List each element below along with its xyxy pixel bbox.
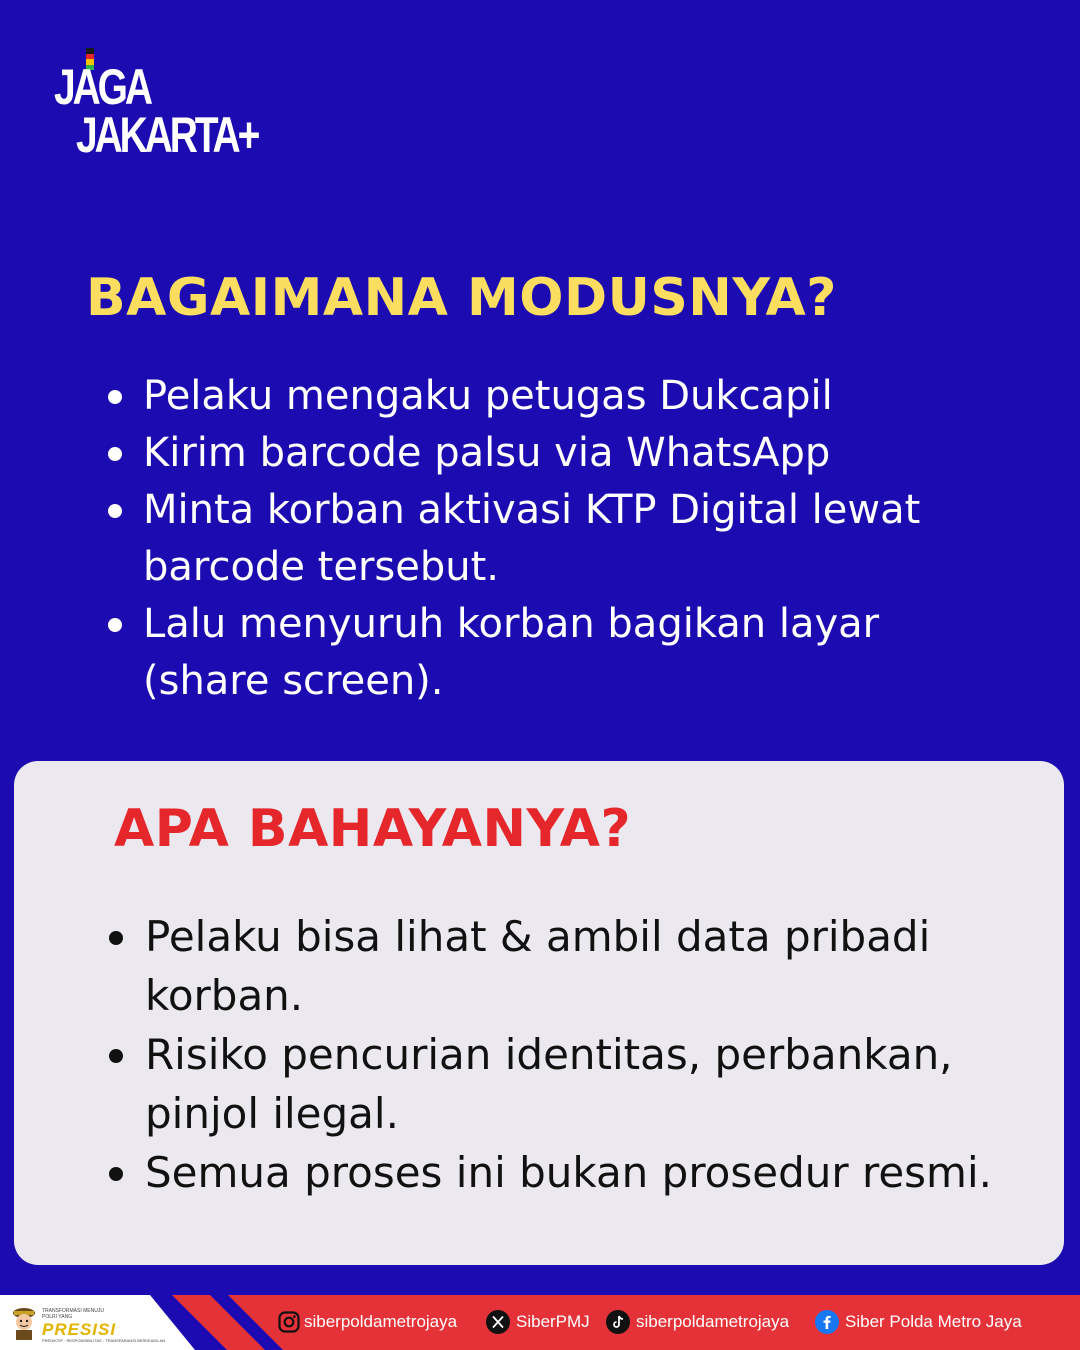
footer	[0, 1295, 1080, 1350]
instagram-handle: siberpoldametrojaya	[304, 1312, 458, 1331]
police-mascot-icon	[10, 1306, 38, 1340]
badge-small-text: TRANSFORMASI MENUJU POLRI YANG	[42, 1308, 104, 1320]
social-facebook[interactable]	[815, 1307, 1022, 1337]
facebook-icon	[815, 1310, 839, 1334]
modus-item: Lalu menyuruh korban bagikan layar (share screen).	[0, 596, 1000, 710]
modus-list	[0, 368, 1000, 710]
modus-item: Pelaku mengaku petugas Dukcapil	[0, 368, 1000, 425]
modus-item: Kirim barcode palsu via WhatsApp	[0, 425, 1000, 482]
instagram-icon	[277, 1310, 301, 1334]
social-tiktok[interactable]	[606, 1307, 789, 1337]
facebook-handle: Siber Polda Metro Jaya	[845, 1312, 1022, 1331]
x-handle: SiberPMJ	[516, 1312, 590, 1331]
bahaya-list	[14, 907, 1054, 1202]
badge-presisi-word: PRESISI	[42, 1320, 117, 1339]
logo-line-2: JAKARTA+	[76, 107, 258, 163]
bahaya-heading: APA BAHAYANYA?	[114, 799, 632, 859]
social-x[interactable]	[486, 1307, 590, 1337]
bahaya-item: Risiko pencurian identitas, perbankan, pinjol ilegal.	[14, 1025, 1054, 1143]
modus-item: Minta korban aktivasi KTP Digital lewat barcode tersebut.	[0, 482, 1000, 596]
bahaya-item: Pelaku bisa lihat & ambil data pribadi korban.	[14, 907, 1054, 1025]
bahaya-card	[14, 761, 1064, 1265]
social-instagram[interactable]	[277, 1307, 457, 1337]
x-icon	[486, 1310, 510, 1334]
bahaya-item: Semua proses ini bukan prosedur resmi.	[14, 1143, 1054, 1202]
logo-line-1: JAGA	[54, 59, 150, 115]
badge-tagline: PREDIKTIF · RESPONSIBILITAS · TRANSPARANSI BERKEADILAN	[42, 1338, 166, 1343]
presisi-badge	[10, 1302, 166, 1344]
modus-heading: BAGAIMANA MODUSNYA?	[86, 268, 837, 328]
tiktok-handle: siberpoldametrojaya	[636, 1312, 790, 1331]
tiktok-icon	[606, 1310, 630, 1334]
jaga-jakarta-logo	[54, 48, 258, 163]
